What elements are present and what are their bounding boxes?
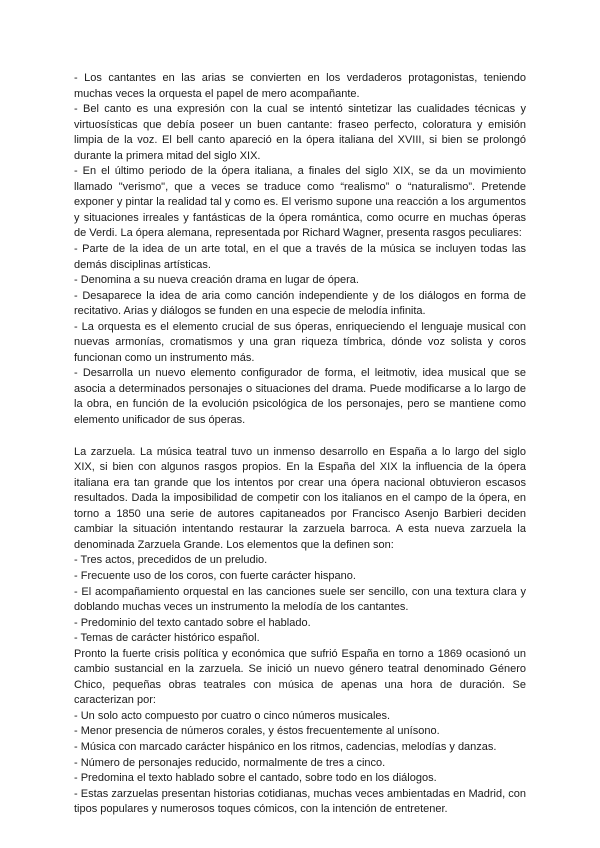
list-item: - Tres actos, precedidos de un preludio. [74,554,268,567]
list-item: - Un solo acto compuesto por cuatro o cinco números musicales. [74,709,391,722]
paragraph: - Los cantantes en las arias se convierten en los verdaderos protagonistas, teniendo muchas veces la orquesta el papel de mero acompañante. [74,72,526,100]
list-item: - El acompañamiento orquestal en las canciones suele ser sencillo, con una textura clara y doblando muchas veces un instrumento la melodía de los cantantes. [74,585,526,614]
list-item: - Desaparece la idea de aria como canción independiente y de los diálogos en forma de recitativo. Arias y diálogos se funden en una especie de melodía infinita. [74,289,526,318]
list-item: - Predomina el texto hablado sobre el cantado, sobre todo en los diálogos. [74,772,437,785]
paragraph: La zarzuela. La música teatral tuvo un inmenso desarrollo en España a lo largo del siglo XIX, si bien con algunos rasgos propios. En la España del XIX la influencia de la ópera italiana era tan grande que los intentos por crear una ópera nacional obtuvieron escasos resultados. Dada la imposibilidad de competir con los italianos en el campo de la ópera, en torno a 1850 una serie de autores capitaneados por Francisco Asenjo Barbieri deciden cambiar la situación intentando restaurar la zarzuela barroca. A esta nueva zarzuela la denominada Zarzuela Grande. Los elementos que la definen son: [74,445,526,551]
paragraph: - En el último periodo de la ópera italiana, a finales del siglo XIX, se da un movimiento llamado "verismo", que a veces se traduce como “realismo” o “naturalismo”. Pretende exponer y pintar la realidad tal y como es. El verismo supone una reacción a los argumentos y situaciones irreales y fantásticas de la ópera romántica, como ocurre en muchas óperas de Verdi. La ópera alemana, representada por Richard Wagner, presenta rasgos peculiares: [74,165,526,240]
document-body [74,71,526,818]
list-item: - Número de personajes reducido, normalmente de tres a cinco. [74,756,386,769]
list-item: - Denomina a su nueva creación drama en lugar de ópera. [74,274,359,287]
list-item: - Frecuente uso de los coros, con fuerte carácter hispano. [74,569,356,582]
section-gap [74,429,526,445]
list-item: - Predominio del texto cantado sobre el hablado. [74,616,311,629]
list-item: - Desarrolla un nuevo elemento configurador de forma, el leitmotiv, idea musical que se asocia a determinados personajes o situaciones del drama. Puede modificarse a lo largo de la obra, en función de la evolución psicológica de los personajes, pero se mantiene como elemento unificador de sus óperas. [74,367,526,427]
list-item: - Música con marcado carácter hispánico en los ritmos, cadencias, melodías y danzas. [74,740,497,753]
paragraph: - Bel canto es una expresión con la cual se intentó sintetizar las cualidades técnicas y virtuosísticas que debía poseer un buen cantante: fraseo perfecto, coloratura y emisión limpia de la voz. El bell canto apareció en la ópera italiana del XVIII, si bien se prolongó durante la primera mitad del siglo XIX. [74,103,526,162]
list-item: - La orquesta es el elemento crucial de sus óperas, enriqueciendo el lenguaje musical con nuevas armonías, cromatismos y una gran riqueza tímbrica, dónde voz solista y coros funcionan como un instrumento más. [74,320,526,364]
list-item: - Temas de carácter histórico español. [74,632,260,645]
paragraph: Pronto la fuerte crisis política y económica que sufrió España en torno a 1869 ocasionó un cambio sustancial en la zarzuela. Se inició un nuevo género teatral denominado Género Chico, pequeñas obras teatrales con música de apenas una hora de duración. Se caracterizan por: [74,647,526,707]
list-item: - Menor presencia de números corales, y éstos frecuentemente al unísono. [74,725,440,738]
list-item: - Estas zarzuelas presentan historias cotidianas, muchas veces ambientadas en Madrid, con tipos populares y numerosos toques cómicos, con la intención de entretener. [74,787,526,816]
list-item: - Parte de la idea de un arte total, en el que a través de la música se incluyen todas las demás disciplinas artísticas. [74,243,526,271]
